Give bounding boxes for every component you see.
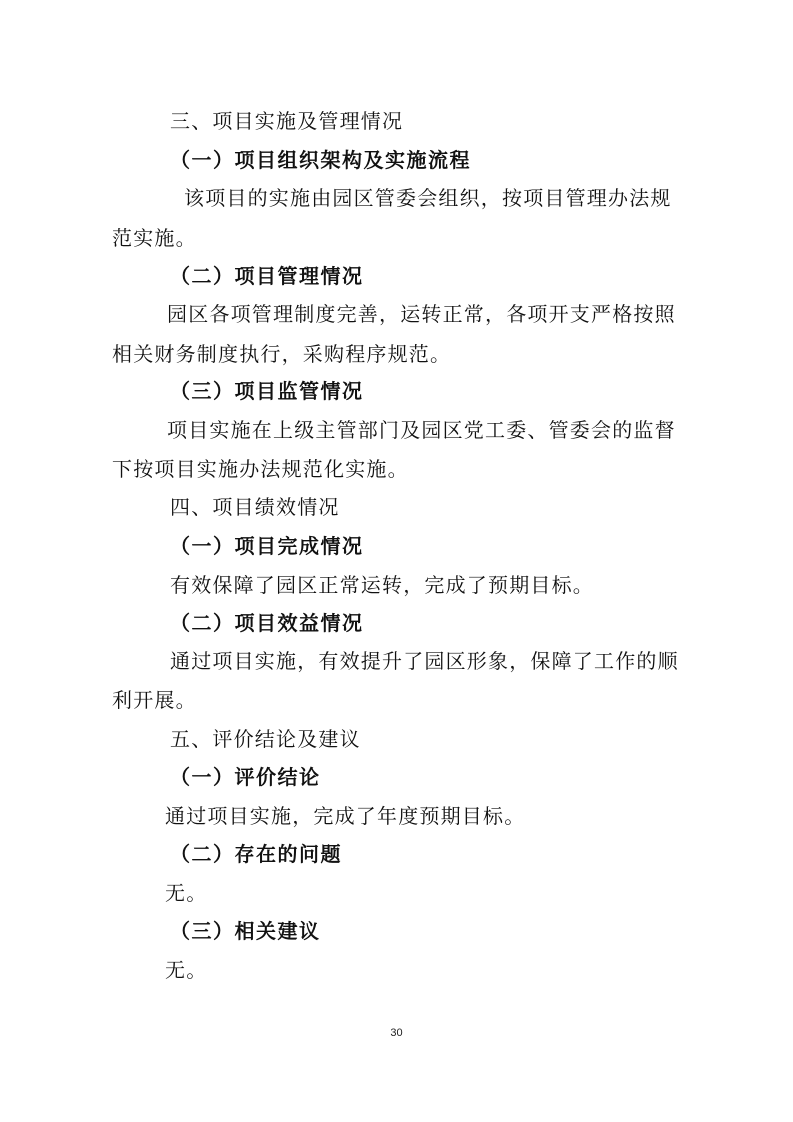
- paragraph-line: 范实施。: [112, 226, 197, 250]
- subsection-title-4-2: （二）项目效益情况: [170, 611, 364, 635]
- subsection-title-5-3: （三）相关建议: [170, 919, 321, 943]
- subsection-title-3-2: （二）项目管理情况: [170, 264, 364, 288]
- section-heading-3: 三、项目实施及管理情况: [170, 109, 404, 133]
- subsection-title-3-3: （三）项目监管情况: [170, 379, 364, 403]
- subsection-title-3-1: （一）项目组织架构及实施流程: [170, 148, 471, 172]
- paragraph-line: 通过项目实施，完成了年度预期目标。: [165, 804, 526, 828]
- page-number: 30: [390, 1027, 403, 1039]
- paragraph-line: 下按项目实施办法规范化实施。: [112, 457, 409, 481]
- paragraph-line: 园区各项管理制度完善，运转正常，各项开支严格按照: [167, 302, 676, 326]
- subsection-title-4-1: （一）项目完成情况: [170, 534, 364, 558]
- subsection-title-5-1: （一）评价结论: [170, 765, 321, 789]
- paragraph-line: 无。: [165, 881, 208, 905]
- section-heading-4: 四、项目绩效情况: [170, 495, 340, 519]
- subsection-title-5-2: （二）存在的问题: [170, 842, 342, 866]
- paragraph-line: 项目实施在上级主管部门及园区党工委、管委会的监督: [167, 418, 676, 442]
- paragraph-line: 通过项目实施，有效提升了园区形象，保障了工作的顺: [170, 649, 679, 673]
- paragraph-line: 利开展。: [112, 688, 197, 712]
- section-heading-5: 五、评价结论及建议: [170, 727, 361, 751]
- paragraph-line: 有效保障了园区正常运转，完成了预期目标。: [170, 573, 594, 597]
- paragraph-line: 无。: [165, 958, 208, 982]
- paragraph-line: 相关财务制度执行，采购程序规范。: [112, 342, 452, 366]
- paragraph-line: 该项目的实施由园区管委会组织，按项目管理办法规: [184, 186, 672, 210]
